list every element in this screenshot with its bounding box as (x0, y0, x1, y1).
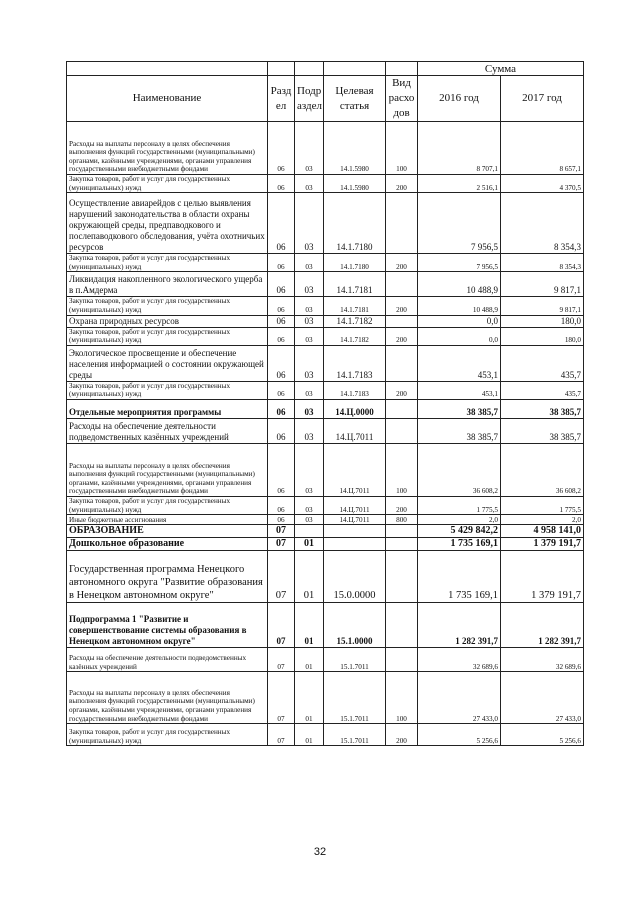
header-name: Наименование (67, 76, 268, 122)
row-vid (386, 648, 418, 672)
row-razdel: 07 (268, 648, 295, 672)
table-row (67, 381, 584, 399)
row-podrazdel: 01 (295, 648, 324, 672)
row-target: 14.Ц.0000 (324, 399, 386, 418)
row-target (324, 525, 386, 538)
row-amount-2017: 4 370,5 (501, 175, 584, 193)
row-name: Расходы на выплаты персоналу в целях обеспечения выполнения функций государственными (муниципальными) органами, казёнными учреждениями, органами управления государственными внебюджетными фондами (67, 672, 268, 724)
row-name: Подпрограмма 1 "Развитие и совершенствование системы образования в Ненецком автономном округе" (67, 603, 268, 648)
row-amount-2017: 180,0 (501, 315, 584, 327)
row-razdel: 06 (268, 381, 295, 399)
row-target: 14.1.7182 (324, 327, 386, 345)
table-row (67, 175, 584, 193)
row-name: Экологическое просвещение и обеспечение населения информацией о состоянии окружающей среды (67, 345, 268, 381)
table-row (67, 443, 584, 496)
header-vid: Вид расхо дов (386, 76, 418, 122)
row-target: 14.1.7183 (324, 381, 386, 399)
row-target: 14.1.7180 (324, 254, 386, 272)
row-target: 14.Ц.7011 (324, 418, 386, 443)
row-razdel: 06 (268, 345, 295, 381)
row-name: Закупка товаров, работ и услуг для государственных (муниципальных) нужд (67, 381, 268, 399)
table-row (67, 345, 584, 381)
row-amount-2016: 5 256,6 (418, 724, 501, 746)
row-vid (386, 603, 418, 648)
row-target: 15.1.7011 (324, 724, 386, 746)
header-row (67, 76, 584, 122)
row-name: Закупка товаров, работ и услуг для государственных (муниципальных) нужд (67, 724, 268, 746)
row-razdel: 06 (268, 399, 295, 418)
row-podrazdel: 01 (295, 672, 324, 724)
row-amount-2017: 38 385,7 (501, 399, 584, 418)
row-name: Ликвидация накопленного экологического ущерба в п.Амдерма (67, 272, 268, 297)
row-name: Иные бюджетные ассигнования (67, 515, 268, 525)
row-target: 14.1.5980 (324, 175, 386, 193)
row-razdel: 07 (268, 672, 295, 724)
row-name: Государственная программа Ненецкого автономного округа "Развитие образования в Ненецком автономном округе" (67, 551, 268, 603)
row-amount-2016: 27 433,0 (418, 672, 501, 724)
row-vid: 200 (386, 175, 418, 193)
row-vid: 100 (386, 443, 418, 496)
row-amount-2017: 2,0 (501, 515, 584, 525)
row-amount-2017: 8 657,1 (501, 122, 584, 175)
row-vid (386, 272, 418, 297)
row-amount-2016: 453,1 (418, 345, 501, 381)
row-amount-2016: 38 385,7 (418, 399, 501, 418)
row-vid (386, 538, 418, 551)
row-target: 15.1.7011 (324, 648, 386, 672)
row-vid: 100 (386, 122, 418, 175)
row-podrazdel: 03 (295, 297, 324, 315)
row-razdel: 07 (268, 525, 295, 538)
row-razdel: 06 (268, 193, 295, 254)
row-amount-2016: 453,1 (418, 381, 501, 399)
table-row (67, 254, 584, 272)
header-podrazdel: Подр аздел (295, 76, 324, 122)
row-amount-2016: 2 516,1 (418, 175, 501, 193)
row-podrazdel: 03 (295, 418, 324, 443)
page-number: 32 (313, 846, 327, 858)
row-amount-2017: 36 608,2 (501, 443, 584, 496)
row-podrazdel: 03 (295, 122, 324, 175)
row-amount-2017: 9 817,1 (501, 272, 584, 297)
row-amount-2016: 10 488,9 (418, 272, 501, 297)
row-target: 14.Ц.7011 (324, 443, 386, 496)
row-podrazdel: 03 (295, 381, 324, 399)
row-razdel: 06 (268, 175, 295, 193)
table-row (67, 272, 584, 297)
row-razdel: 07 (268, 724, 295, 746)
row-amount-2016: 7 956,5 (418, 193, 501, 254)
row-amount-2017: 435,7 (501, 345, 584, 381)
table-row (67, 315, 584, 327)
table-row (67, 515, 584, 525)
row-name: Расходы на выплаты персоналу в целях обеспечения выполнения функций государственными (муниципальными) органами, казёнными учреждениями, органами управления государственными внебюджетными фондами (67, 443, 268, 496)
row-amount-2017: 5 256,6 (501, 724, 584, 746)
row-target: 15.1.7011 (324, 672, 386, 724)
row-razdel: 06 (268, 254, 295, 272)
row-razdel: 06 (268, 272, 295, 297)
row-razdel: 06 (268, 496, 295, 514)
row-podrazdel: 01 (295, 724, 324, 746)
header-summa-row (67, 62, 584, 76)
row-vid (386, 418, 418, 443)
header-target: Целевая статья (324, 76, 386, 122)
row-amount-2017: 1 775,5 (501, 496, 584, 514)
row-podrazdel: 03 (295, 345, 324, 381)
row-vid: 100 (386, 672, 418, 724)
table-row (67, 551, 584, 603)
row-podrazdel: 01 (295, 551, 324, 603)
row-podrazdel: 01 (295, 603, 324, 648)
row-amount-2016: 32 689,6 (418, 648, 501, 672)
row-podrazdel: 03 (295, 254, 324, 272)
row-podrazdel: 03 (295, 175, 324, 193)
row-target: 14.1.7180 (324, 193, 386, 254)
row-vid: 200 (386, 297, 418, 315)
row-amount-2017: 9 817,1 (501, 297, 584, 315)
row-podrazdel: 03 (295, 193, 324, 254)
row-target: 14.1.7181 (324, 272, 386, 297)
row-target: 14.1.7181 (324, 297, 386, 315)
row-name: Отдельные мероприятия программы (67, 399, 268, 418)
row-vid: 200 (386, 496, 418, 514)
row-amount-2017: 1 282 391,7 (501, 603, 584, 648)
table-row (67, 193, 584, 254)
row-target: 15.1.0000 (324, 603, 386, 648)
row-name: Закупка товаров, работ и услуг для государственных (муниципальных) нужд (67, 496, 268, 514)
row-vid: 200 (386, 724, 418, 746)
row-amount-2016: 0,0 (418, 315, 501, 327)
row-amount-2017: 8 354,3 (501, 254, 584, 272)
table-row (67, 648, 584, 672)
header-2017: 2017 год (501, 76, 584, 122)
row-name: ОБРАЗОВАНИЕ (67, 525, 268, 538)
table-row (67, 327, 584, 345)
row-vid: 800 (386, 515, 418, 525)
row-vid (386, 399, 418, 418)
budget-table (66, 61, 584, 746)
row-podrazdel: 03 (295, 399, 324, 418)
row-amount-2017: 8 354,3 (501, 193, 584, 254)
header-2016: 2016 год (418, 76, 501, 122)
row-razdel: 07 (268, 603, 295, 648)
row-amount-2017: 27 433,0 (501, 672, 584, 724)
row-podrazdel: 03 (295, 496, 324, 514)
row-vid: 200 (386, 381, 418, 399)
row-amount-2016: 1 735 169,1 (418, 538, 501, 551)
row-target: 14.1.7183 (324, 345, 386, 381)
row-name: Охрана природных ресурсов (67, 315, 268, 327)
row-vid: 200 (386, 327, 418, 345)
row-amount-2016: 1 735 169,1 (418, 551, 501, 603)
row-podrazdel (295, 525, 324, 538)
row-target: 15.0.0000 (324, 551, 386, 603)
row-amount-2017: 180,0 (501, 327, 584, 345)
row-amount-2017: 4 958 141,0 (501, 525, 584, 538)
row-target (324, 538, 386, 551)
budget-table-sheet (66, 61, 583, 746)
table-row (67, 418, 584, 443)
row-amount-2016: 38 385,7 (418, 418, 501, 443)
row-podrazdel: 03 (295, 315, 324, 327)
row-name: Закупка товаров, работ и услуг для государственных (муниципальных) нужд (67, 297, 268, 315)
row-podrazdel: 03 (295, 515, 324, 525)
row-amount-2017: 38 385,7 (501, 418, 584, 443)
table-row (67, 297, 584, 315)
row-amount-2016: 1 282 391,7 (418, 603, 501, 648)
table-row (67, 525, 584, 538)
row-name: Расходы на обеспечение деятельности подведомственных казённых учреждений (67, 418, 268, 443)
row-amount-2016: 7 956,5 (418, 254, 501, 272)
table-row (67, 496, 584, 514)
row-vid: 200 (386, 254, 418, 272)
row-vid (386, 525, 418, 538)
row-amount-2016: 36 608,2 (418, 443, 501, 496)
row-razdel: 06 (268, 443, 295, 496)
row-podrazdel: 03 (295, 272, 324, 297)
row-target: 14.1.7182 (324, 315, 386, 327)
row-name: Дошкольное образование (67, 538, 268, 551)
row-razdel: 07 (268, 538, 295, 551)
row-name: Осуществление авиарейдов с целью выявления нарушений законодательства в области охраны окружающей среды, предпаводкового и послепаводкового обследования, учёта охотничьих ресурсов (67, 193, 268, 254)
header-razdel: Разд ел (268, 76, 295, 122)
row-podrazdel: 01 (295, 538, 324, 551)
row-podrazdel: 03 (295, 443, 324, 496)
row-razdel: 06 (268, 327, 295, 345)
table-row (67, 724, 584, 746)
row-razdel: 06 (268, 122, 295, 175)
row-amount-2016: 1 775,5 (418, 496, 501, 514)
row-name: Расходы на обеспечение деятельности подведомственных казённых учреждений (67, 648, 268, 672)
table-row (67, 603, 584, 648)
table-row (67, 122, 584, 175)
row-podrazdel: 03 (295, 327, 324, 345)
row-amount-2017: 32 689,6 (501, 648, 584, 672)
row-name: Закупка товаров, работ и услуг для государственных (муниципальных) нужд (67, 254, 268, 272)
row-razdel: 06 (268, 297, 295, 315)
table-row (67, 399, 584, 418)
row-razdel: 07 (268, 551, 295, 603)
row-vid (386, 193, 418, 254)
row-amount-2016: 0,0 (418, 327, 501, 345)
row-amount-2016: 8 707,1 (418, 122, 501, 175)
header-summa: Сумма (418, 62, 584, 76)
row-razdel: 06 (268, 315, 295, 327)
table-row (67, 672, 584, 724)
row-target: 14.1.5980 (324, 122, 386, 175)
row-amount-2016: 2,0 (418, 515, 501, 525)
row-name: Закупка товаров, работ и услуг для государственных (муниципальных) нужд (67, 175, 268, 193)
row-vid (386, 551, 418, 603)
row-amount-2017: 1 379 191,7 (501, 551, 584, 603)
row-name: Закупка товаров, работ и услуг для государственных (муниципальных) нужд (67, 327, 268, 345)
row-amount-2017: 1 379 191,7 (501, 538, 584, 551)
table-row (67, 538, 584, 551)
row-target: 14.Ц.7011 (324, 496, 386, 514)
row-amount-2016: 10 488,9 (418, 297, 501, 315)
row-razdel: 06 (268, 418, 295, 443)
row-vid (386, 345, 418, 381)
row-razdel: 06 (268, 515, 295, 525)
row-target: 14.Ц.7011 (324, 515, 386, 525)
row-amount-2016: 5 429 842,2 (418, 525, 501, 538)
row-amount-2017: 435,7 (501, 381, 584, 399)
row-name: Расходы на выплаты персоналу в целях обеспечения выполнения функций государственными (муниципальными) органами, казёнными учреждениями, органами управления государственными внебюджетными фондами (67, 122, 268, 175)
row-vid (386, 315, 418, 327)
